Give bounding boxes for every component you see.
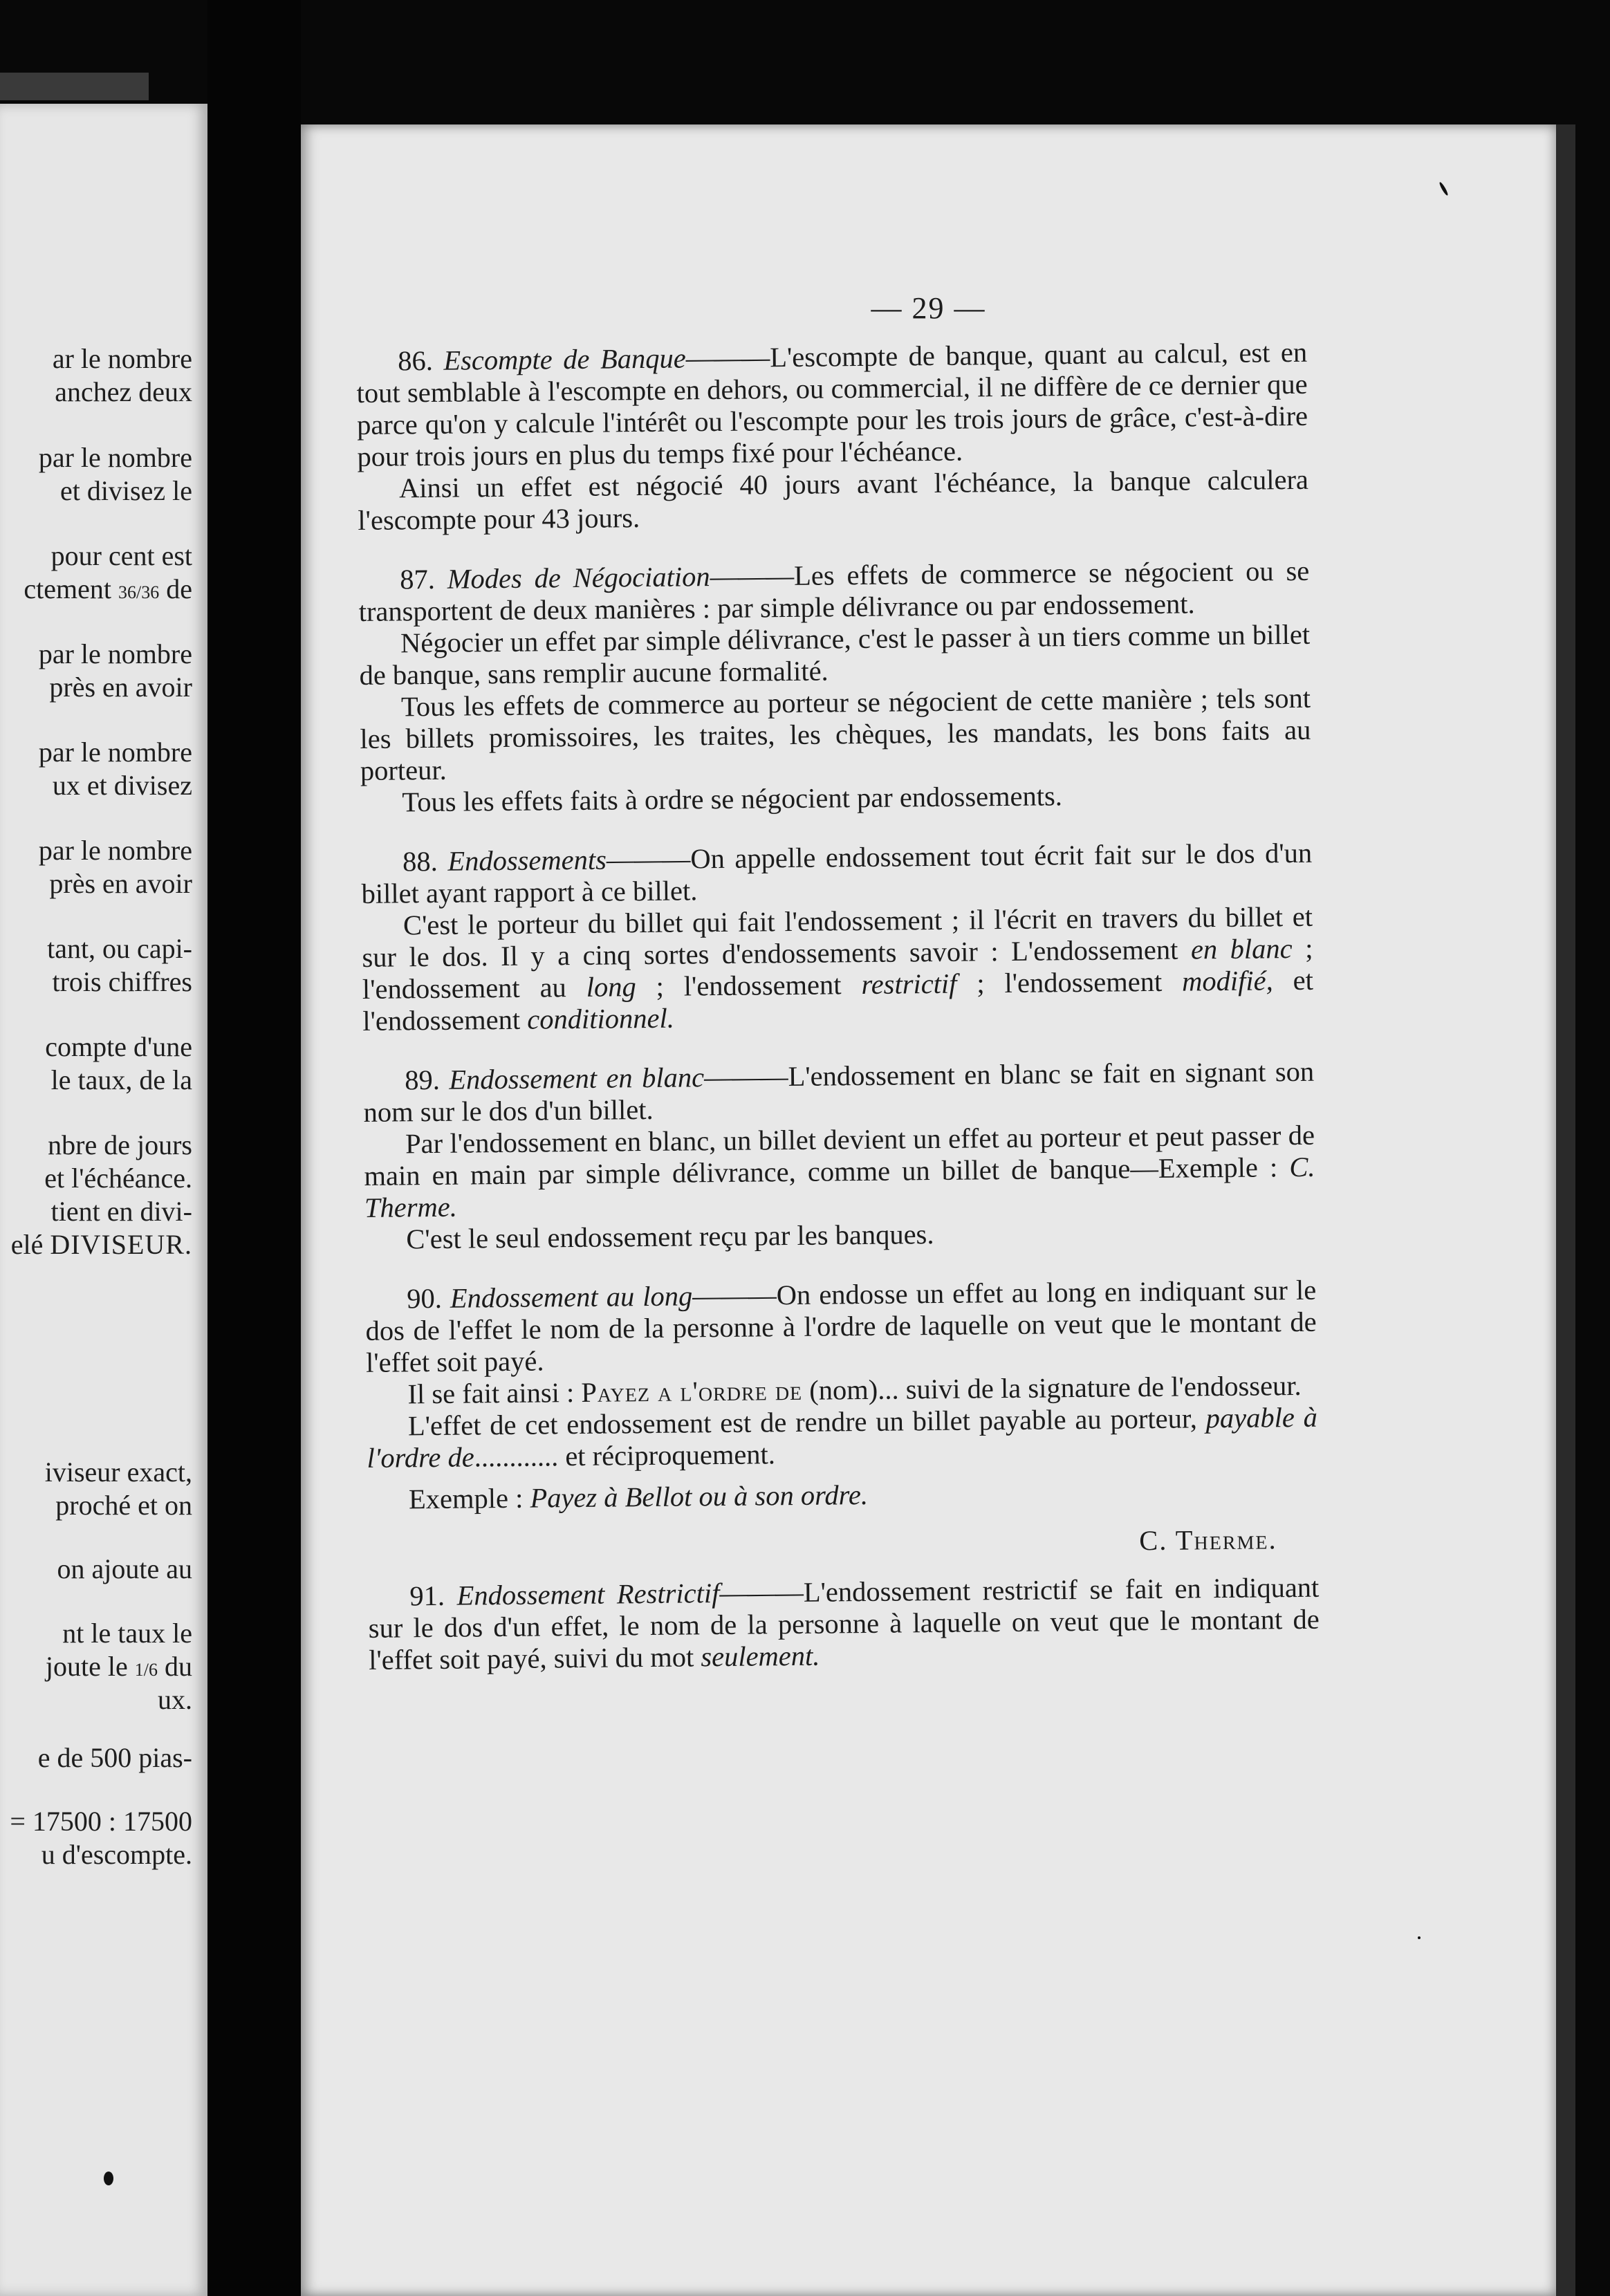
text-run: L'effet de cet endossement est de rendre un billet payable au porteur,	[407, 1402, 1198, 1442]
left-line	[11, 1228, 192, 1261]
text-run: et l'endossement	[362, 964, 1314, 1037]
section-title: Modes de Négociation	[447, 561, 710, 595]
italic-term: long	[586, 971, 636, 1003]
left-line: nt le taux le	[62, 1618, 192, 1649]
italic-term: payable à l'ordre de	[367, 1401, 1318, 1474]
book-gutter	[207, 0, 301, 2296]
section-number: 91.	[409, 1580, 445, 1612]
left-line: pour cent est	[50, 540, 192, 571]
left-line: ux et divisez	[52, 770, 192, 801]
text-run: ; l'endossement au	[362, 932, 1313, 1005]
italic-term: en blanc	[1190, 933, 1293, 965]
left-line: ar le nombre	[52, 343, 192, 374]
text-run: Par l'endossement en blanc, un billet devient un effet au porteur et peut passer de main en main par simple délivrance, comme un billet de banque—Exemple :	[364, 1119, 1315, 1192]
text-run: Il se fait ainsi :	[407, 1377, 575, 1410]
left-line: et l'échéance.	[44, 1163, 192, 1194]
em-dash: ———	[710, 559, 795, 593]
italic-term: conditionnel.	[527, 1002, 675, 1035]
left-line: nbre de jours	[48, 1129, 192, 1160]
page-content	[356, 337, 1320, 1676]
paragraph: C'est le seul endossement reçu par les banques.	[406, 1219, 934, 1255]
left-page	[0, 104, 207, 2296]
text-run: ............ et réciproquement.	[474, 1438, 776, 1473]
section-text: On endosse un effet au long en indiquant sur le dos de l'effet le nom de la personne à l'ordre de laquelle on veut que le montant de l'effet soit payé.	[365, 1274, 1317, 1378]
paragraph: Tous les effets de commerce au porteur se négocient de cette manière ; tels sont les billets promissoires, les traites, les chèques, les mandats, les bons faits au porteur.	[360, 682, 1311, 786]
left-line: anchez deux	[55, 376, 192, 407]
left-line: par le nombre	[38, 737, 192, 768]
section-86	[356, 337, 1308, 473]
left-text: joute le	[45, 1651, 128, 1682]
section-87	[358, 555, 1310, 628]
paragraph: Négocier un effet par simple délivrance, c'est le passer à un tiers comme un billet de banque, sans remplir aucune formalité.	[359, 618, 1311, 691]
left-line: près en avoir	[49, 672, 192, 703]
scan-speck	[1418, 1936, 1421, 1939]
left-line: près en avoir	[49, 868, 192, 899]
fraction: 36/36	[118, 582, 160, 602]
left-line: = 17500 : 17500	[10, 1806, 192, 1837]
em-dash: ———	[685, 342, 770, 374]
section-text: L'endossement restrictif se fait en indiquant sur le dos d'un effet, le nom de la personne à laquelle on veut que le montant de l'effet soit payé, suivi du mot	[368, 1571, 1320, 1676]
section-90	[365, 1275, 1317, 1379]
example-text: Payez à Bellot ou à son ordre.	[530, 1479, 869, 1514]
text-run: (nom)... suivi de la signature de l'endosseur.	[809, 1369, 1302, 1406]
section-title: Endossement au long	[450, 1280, 693, 1314]
left-line: ux.	[158, 1684, 192, 1715]
section-number: 87.	[400, 563, 436, 595]
em-dash: ———	[703, 1061, 788, 1093]
italic-term: restrictif	[861, 968, 957, 1001]
left-smallcaps: DIVISEUR.	[50, 1229, 192, 1260]
section-title: Endossement en blanc	[449, 1062, 705, 1095]
left-line: on ajoute au	[57, 1553, 192, 1584]
left-line: tant, ou capi-	[47, 933, 192, 964]
left-line	[24, 573, 192, 609]
section-title: Endossements	[447, 844, 607, 877]
text-run: ; l'endossement	[656, 969, 842, 1002]
section-89	[363, 1056, 1315, 1129]
example-label: Exemple :	[408, 1482, 524, 1515]
left-line: trois chiffres	[52, 966, 192, 997]
left-text: elé	[10, 1229, 44, 1260]
left-line	[46, 1650, 192, 1687]
text-run: C'est le porteur du billet qui fait l'endossement ; il l'écrit en travers du billet et sur le dos. Il y a cinq sortes d'endossements savoir : L'endossement	[362, 900, 1313, 973]
italic-term: seulement.	[701, 1640, 820, 1673]
left-line: u d'escompte.	[41, 1839, 192, 1870]
paragraph	[367, 1402, 1318, 1474]
section-number: 90.	[407, 1282, 443, 1315]
section-title: Endossement Restrictif	[456, 1577, 720, 1611]
section-text: L'escompte de banque, quant au calcul, est en tout semblable à l'escompte en dehors, ou commercial, il ne diffère de ce dernier que parce qu'on y calcule l'intérêt ou l'escompte pour les trois jours de grâce, c'est-à-dire pour trois jours en plus du temps fixé pour l'échéance.	[356, 336, 1308, 472]
example-line	[367, 1475, 1318, 1516]
italic-term: modifié,	[1181, 965, 1273, 997]
paragraph: Tous les effets faits à ordre se négocient par endossements.	[402, 780, 1063, 818]
left-page-edge-strip	[0, 73, 149, 100]
section-text: L'endossement en blanc se fait en signant son nom sur le dos d'un billet.	[363, 1055, 1315, 1128]
left-line: par le nombre	[38, 442, 192, 473]
left-text: du	[165, 1651, 192, 1682]
section-88	[361, 837, 1313, 910]
section-number: 88.	[402, 845, 438, 878]
example-signature: C. Therme.	[364, 1151, 1315, 1223]
page-number: — 29 —	[871, 291, 986, 325]
left-line: proché et on	[55, 1490, 192, 1521]
em-dash: ———	[692, 1279, 777, 1312]
left-line: par le nombre	[38, 638, 192, 669]
left-line: compte d'une	[45, 1031, 192, 1062]
signature: C. Therme.	[1139, 1524, 1277, 1557]
scan-speck	[104, 2172, 113, 2185]
left-line: et divisez le	[59, 475, 192, 506]
left-text: de	[166, 573, 192, 604]
right-page-edge	[1556, 124, 1575, 2296]
section-text: On appelle endossement tout écrit fait sur le dos d'un billet ayant rapport à ce billet.	[361, 837, 1313, 909]
section-text: Les effets de commerce se négocient ou se transportent de deux manières : par simple délivrance ou par endossement.	[358, 555, 1310, 627]
left-line: par le nombre	[38, 835, 192, 866]
section-number: 89.	[404, 1064, 441, 1096]
left-line: iviseur exact,	[44, 1456, 192, 1488]
paragraph	[362, 901, 1314, 1037]
em-dash: ———	[606, 843, 691, 876]
section-title: Escompte de Banque	[443, 342, 686, 376]
section-91	[368, 1572, 1320, 1676]
text-run: ; l'endossement	[977, 965, 1163, 999]
paragraph	[364, 1120, 1315, 1224]
left-line: e de 500 pias-	[37, 1742, 192, 1773]
left-line: le taux, de la	[50, 1064, 192, 1095]
left-line: tient en divi-	[50, 1196, 192, 1227]
em-dash: ———	[719, 1576, 804, 1609]
section-number: 86.	[397, 344, 434, 377]
left-text: ctement	[24, 573, 111, 604]
fraction: 1/6	[134, 1660, 158, 1680]
paragraph: Ainsi un effet est négocié 40 jours avant l'échéance, la banque calculera l'escompte pour 43 jours.	[358, 463, 1309, 536]
smallcaps-phrase: Payez a l'ordre de	[581, 1374, 803, 1408]
